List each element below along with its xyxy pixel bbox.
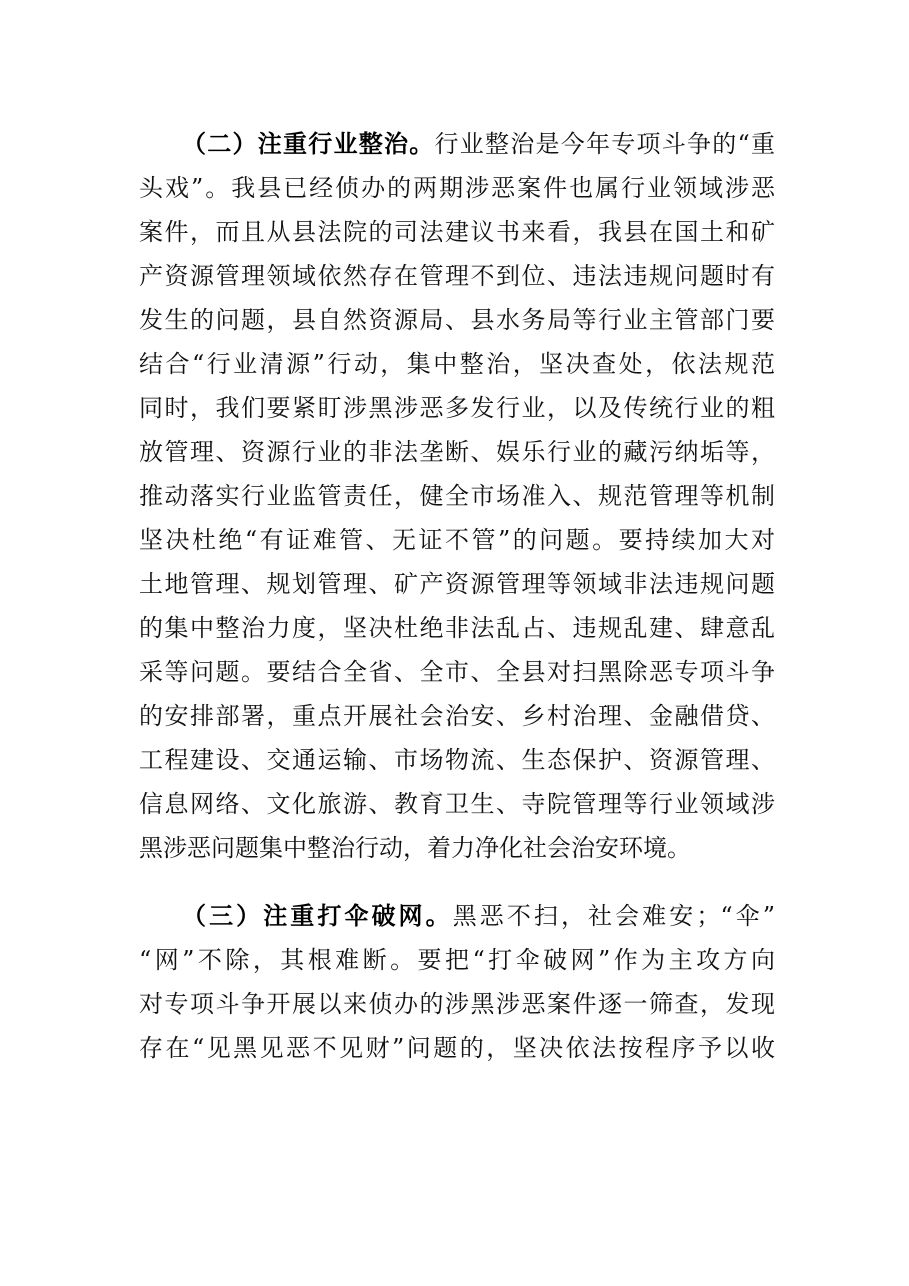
section-2-line-12: 的集中整治力度，坚决杜绝非法乱占、违规乱建、肆意乱 [139,614,775,642]
section-2-heading: （二）注重行业整治。 [182,130,435,158]
section-3-line-4: 存在“见黑见恶不见财”问题的，坚决依法按程序予以收 [139,1034,775,1062]
section-2-line-7: 同时，我们要紧盯涉黑涉恶多发行业，以及传统行业的粗 [139,394,775,422]
section-3-heading: （三）注重打伞破网。 [182,902,453,930]
section-2-line-16: 信息网络、文化旅游、教育卫生、寺院管理等行业领域涉 [139,790,775,818]
section-2-line-2: 头戏”。我县已经侦办的两期涉恶案件也属行业领域涉恶 [139,174,775,202]
section-2-line-4: 产资源管理领域依然存在管理不到位、违法违规问题时有 [139,262,775,290]
section-2-line-6: 结合“行业清源”行动，集中整治，坚决查处，依法规范 [139,350,775,378]
section-3-first-line [182,894,775,938]
section-2-line-3: 案件，而且从县法院的司法建议书来看，我县在国土和矿 [139,218,775,246]
section-3-line-2: “网”不除，其根难断。要把“打伞破网”作为主攻方向 [139,946,775,974]
section-2-first-line [182,122,775,166]
section-2-line-13: 采等问题。要结合全省、全市、全县对扫黑除恶专项斗争 [139,658,775,686]
section-2-line-1: 行业整治是今年专项斗争的“重 [434,130,775,158]
section-2-line-14: 的安排部署，重点开展社会治安、乡村治理、金融借贷、 [139,702,775,730]
section-2-line-5: 发生的问题，县自然资源局、县水务局等行业主管部门要 [139,306,775,334]
section-2-line-15: 工程建设、交通运输、市场物流、生态保护、资源管理、 [139,746,775,774]
section-3-line-1: 黑恶不扫，社会难安；“伞” [452,902,775,930]
section-2-line-8: 放管理、资源行业的非法垄断、娱乐行业的藏污纳垢等， [139,438,775,466]
section-2-line-9: 推动落实行业监管责任，健全市场准入、规范管理等机制 [139,482,775,510]
section-3-line-3: 对专项斗争开展以来侦办的涉黑涉恶案件逐一筛查，发现 [139,990,775,1018]
section-2-line-10: 坚决杜绝“有证难管、无证不管”的问题。要持续加大对 [139,526,775,554]
section-2-line-17: 黑涉恶问题集中整治行动，着力净化社会治安环境。 [139,834,691,862]
section-2-line-11: 土地管理、规划管理、矿产资源管理等领域非法违规问题 [139,570,775,598]
